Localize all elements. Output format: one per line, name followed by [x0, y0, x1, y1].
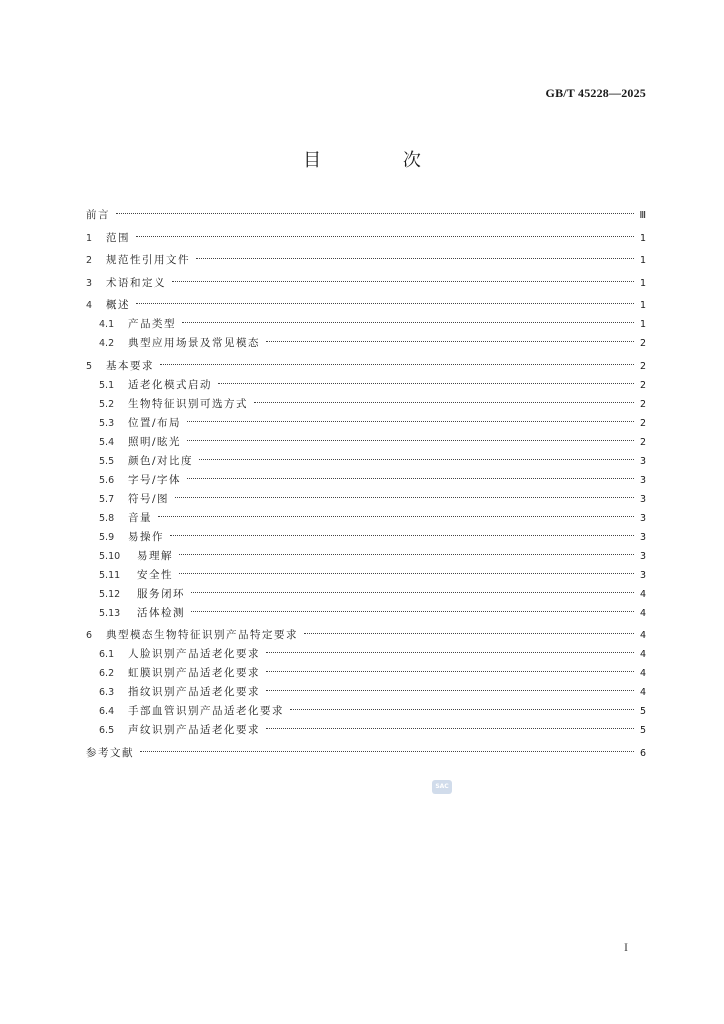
toc-dot-leader — [254, 402, 634, 403]
toc-dot-leader — [266, 671, 634, 672]
toc-entry-label: 安全性 — [137, 568, 173, 581]
toc-entry-label: 符号/图 — [128, 492, 170, 505]
toc-entry[interactable] — [86, 604, 646, 623]
toc-entry[interactable] — [86, 229, 646, 248]
toc-dot-leader — [182, 322, 634, 323]
table-of-contents — [86, 206, 646, 763]
toc-entry-page: 4 — [639, 588, 646, 600]
toc-entry-number: 5.5 — [99, 455, 115, 467]
toc-entry-number: 1 — [86, 232, 93, 244]
toc-dot-leader — [187, 421, 634, 422]
toc-entry[interactable] — [86, 471, 646, 490]
standard-number: GB/T 45228—2025 — [545, 86, 646, 100]
toc-entry-number: 6.2 — [99, 668, 115, 679]
toc-entry-page: 2 — [639, 360, 646, 372]
toc-dot-leader — [266, 690, 634, 691]
toc-entry[interactable] — [86, 585, 646, 604]
toc-entry-number: 4 — [86, 300, 93, 311]
toc-entry-number: 5.8 — [99, 512, 115, 524]
toc-entry-number: 6.3 — [99, 687, 115, 698]
toc-dot-leader — [136, 236, 634, 237]
toc-entry-number: 5.6 — [99, 474, 115, 486]
toc-entry-number: 6.5 — [99, 725, 115, 736]
toc-entry-page: 3 — [639, 531, 646, 543]
toc-entry-page: 2 — [639, 338, 646, 349]
toc-entry[interactable] — [86, 509, 646, 528]
toc-entry-number: 5.9 — [99, 531, 115, 543]
toc-dot-leader — [199, 459, 634, 460]
toc-entry[interactable] — [86, 395, 646, 414]
toc-dot-leader — [266, 652, 634, 653]
toc-entry-page: 1 — [639, 232, 646, 244]
toc-entry[interactable] — [86, 206, 646, 225]
toc-entry[interactable] — [86, 744, 646, 763]
toc-entry-label: 基本要求 — [106, 359, 154, 372]
toc-entry-label: 典型应用场景及常见模态 — [128, 337, 260, 349]
toc-entry-label: 前言 — [86, 209, 110, 221]
toc-entry-number: 5 — [86, 360, 93, 372]
toc-entry-label: 生物特征识别可选方式 — [128, 397, 248, 410]
toc-entry-number: 3 — [86, 277, 93, 289]
toc-dot-leader — [218, 383, 634, 384]
toc-entry[interactable] — [86, 296, 646, 315]
toc-dot-leader — [172, 281, 634, 282]
toc-entry-page: 5 — [639, 706, 646, 717]
sac-watermark-logo: SAC — [432, 780, 452, 794]
toc-entry-label: 典型模态生物特征识别产品特定要求 — [106, 629, 298, 641]
toc-entry-page: 1 — [639, 255, 646, 266]
toc-entry-page: 3 — [639, 474, 646, 486]
toc-dot-leader — [266, 341, 634, 342]
toc-entry-label: 术语和定义 — [106, 276, 166, 289]
toc-dot-leader — [290, 709, 634, 710]
toc-entry-number: 5.13 — [99, 607, 121, 619]
toc-entry[interactable] — [86, 452, 646, 471]
toc-entry-page: 2 — [639, 436, 646, 448]
toc-entry-number: 5.2 — [99, 398, 115, 410]
toc-entry-page: 6 — [639, 747, 646, 759]
toc-dot-leader — [179, 554, 634, 555]
toc-entry-label: 位置/布局 — [128, 416, 182, 429]
toc-dot-leader — [187, 478, 634, 479]
toc-entry-label: 范围 — [106, 231, 130, 244]
toc-dot-leader — [136, 303, 634, 304]
toc-entry-page: 5 — [639, 725, 646, 736]
toc-entry-label: 字号/字体 — [128, 473, 182, 486]
toc-entry-label: 音量 — [128, 511, 152, 524]
toc-entry[interactable] — [86, 251, 646, 270]
toc-entry-number: 6 — [86, 630, 93, 641]
toc-title: 目 次 — [303, 150, 459, 171]
toc-entry-number: 5.12 — [99, 588, 121, 600]
toc-entry-number: 5.3 — [99, 417, 115, 429]
toc-entry[interactable] — [86, 721, 646, 740]
toc-dot-leader — [191, 592, 634, 593]
toc-entry-page: 1 — [639, 300, 646, 311]
toc-entry[interactable] — [86, 490, 646, 509]
toc-entry-page: 3 — [639, 550, 646, 562]
toc-dot-leader — [170, 535, 634, 536]
toc-entry-page: 4 — [639, 687, 646, 698]
toc-dot-leader — [175, 497, 634, 498]
toc-entry[interactable] — [86, 315, 646, 334]
toc-entry-label: 手部血管识别产品适老化要求 — [128, 705, 284, 717]
toc-entry[interactable] — [86, 645, 646, 664]
toc-entry-label: 易理解 — [137, 549, 173, 562]
toc-entry-label: 产品类型 — [128, 318, 176, 330]
page-number: I — [624, 940, 628, 954]
toc-entry-label: 活体检测 — [137, 606, 185, 619]
toc-dot-leader — [187, 440, 634, 441]
toc-entry[interactable] — [86, 528, 646, 547]
toc-entry-label: 声纹识别产品适老化要求 — [128, 724, 260, 736]
toc-entry-label: 规范性引用文件 — [106, 254, 190, 266]
toc-entry-number: 5.4 — [99, 436, 115, 448]
toc-dot-leader — [196, 258, 634, 259]
toc-entry[interactable] — [86, 376, 646, 395]
toc-entry-page: 4 — [639, 607, 646, 619]
toc-entry-label: 概述 — [106, 299, 130, 311]
toc-entry-label: 易操作 — [128, 530, 164, 543]
toc-entry-label: 适老化模式启动 — [128, 378, 212, 391]
toc-entry[interactable] — [86, 274, 646, 293]
toc-dot-leader — [160, 364, 634, 365]
toc-entry[interactable] — [86, 334, 646, 353]
toc-entry-page: 2 — [639, 379, 646, 391]
toc-dot-leader — [304, 633, 634, 634]
toc-entry[interactable] — [86, 566, 646, 585]
toc-entry-page: 3 — [639, 455, 646, 467]
toc-entry-number: 4.2 — [99, 338, 115, 349]
toc-entry[interactable] — [86, 626, 646, 645]
toc-entry-number: 6.4 — [99, 706, 115, 717]
toc-entry-number: 5.1 — [99, 379, 115, 391]
toc-entry-number: 2 — [86, 255, 93, 266]
toc-dot-leader — [116, 213, 634, 214]
toc-entry[interactable] — [86, 683, 646, 702]
toc-entry-number: 5.7 — [99, 493, 115, 505]
toc-entry-label: 颜色/对比度 — [128, 454, 194, 467]
toc-dot-leader — [191, 611, 634, 612]
toc-entry[interactable] — [86, 664, 646, 683]
toc-entry-number: 5.10 — [99, 550, 121, 562]
toc-entry[interactable] — [86, 702, 646, 721]
toc-entry-number: 6.1 — [99, 649, 115, 660]
toc-entry-number: 5.11 — [99, 569, 121, 581]
toc-entry-page: 2 — [639, 398, 646, 410]
toc-entry-page: 1 — [639, 319, 646, 330]
toc-dot-leader — [179, 573, 634, 574]
toc-entry-label: 服务闭环 — [137, 587, 185, 600]
toc-entry-page: 4 — [639, 630, 646, 641]
toc-entry-page: 3 — [639, 493, 646, 505]
toc-entry-page: 3 — [639, 569, 646, 581]
toc-entry-label: 指纹识别产品适老化要求 — [128, 686, 260, 698]
toc-entry-page: 4 — [639, 668, 646, 679]
toc-entry-page: 1 — [639, 277, 646, 289]
toc-entry-label: 参考文献 — [86, 746, 134, 759]
toc-entry-page: Ⅲ — [639, 210, 646, 221]
toc-entry[interactable] — [86, 547, 646, 566]
toc-dot-leader — [158, 516, 634, 517]
toc-entry[interactable] — [86, 357, 646, 376]
toc-entry-label: 人脸识别产品适老化要求 — [128, 648, 260, 660]
toc-entry-page: 2 — [639, 417, 646, 429]
toc-dot-leader — [266, 728, 634, 729]
toc-entry[interactable] — [86, 433, 646, 452]
toc-entry-page: 3 — [639, 512, 646, 524]
toc-entry-label: 照明/眩光 — [128, 435, 182, 448]
toc-entry[interactable] — [86, 414, 646, 433]
toc-entry-label: 虹膜识别产品适老化要求 — [128, 667, 260, 679]
toc-entry-number: 4.1 — [99, 319, 115, 330]
toc-entry-page: 4 — [639, 649, 646, 660]
toc-dot-leader — [140, 751, 634, 752]
